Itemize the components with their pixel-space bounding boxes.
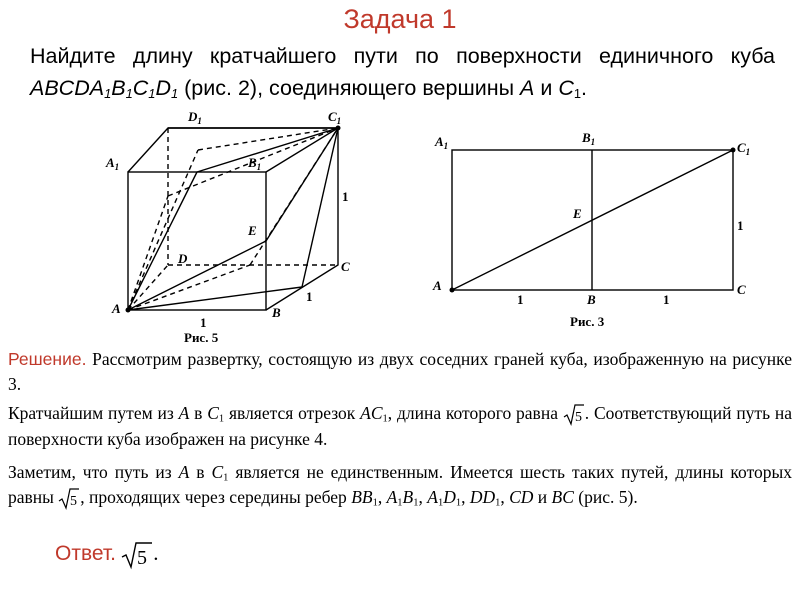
svg-text:5: 5 — [70, 493, 78, 509]
label-C: C — [737, 282, 746, 297]
figure-3-net — [425, 128, 765, 333]
label-C: C — [341, 259, 350, 274]
label-C1: $C_1$ — [328, 109, 342, 126]
label-E: E — [573, 206, 582, 221]
label-B: B — [587, 292, 596, 307]
label-B: B — [272, 305, 281, 320]
sqrt-symbol — [121, 540, 153, 570]
label-D: D — [178, 251, 188, 266]
edge-length-right: 1 — [663, 292, 670, 307]
solution-paragraph-1: Решение. Рассмотрим развертку, состоящую из двух соседних граней куба, изображенную на рисунке 3. — [8, 349, 792, 394]
problem-statement: Найдите длину кратчайшего пути по поверхности единичного куба $ABCDA_1B_1C_1D_1$ (рис. 2), соединяющего вершины A и $C_1$. — [30, 44, 775, 102]
svg-text:5: 5 — [574, 409, 582, 425]
edge-length-left: 1 — [517, 292, 524, 307]
label-C1: $C_1$ — [737, 140, 751, 157]
label-A1: $A_1$ — [106, 155, 120, 172]
label-B1: $B_1$ — [248, 155, 262, 172]
edge-length-side: 1 — [737, 218, 744, 233]
sqrt-symbol — [563, 403, 585, 427]
task-title: Задача 1 — [343, 4, 457, 34]
solution-paragraph-2: Кратчайшим путем из A в $C_1$ является отрезок $AC_1$, длина которого равна 5 . Соответствующий путь на поверхности куба изображен на рисунке 4. — [8, 403, 793, 449]
edge-length-right: 1 — [342, 189, 349, 204]
sqrt-symbol — [58, 487, 80, 511]
cube-front-face — [128, 172, 266, 310]
label-B1: $B_1$ — [582, 130, 596, 147]
answer: Ответ. 5 . — [55, 540, 159, 569]
label-A: A — [112, 301, 121, 316]
svg-text:5: 5 — [137, 547, 148, 569]
figure-3-caption: Рис. 3 — [570, 314, 605, 329]
label-E: E — [248, 223, 257, 238]
label-A1: $A_1$ — [435, 134, 449, 151]
figure-5-cube — [100, 105, 370, 345]
label-A: A — [433, 278, 442, 293]
figure-5-caption: Рис. 5 — [184, 330, 219, 345]
edge-length-side: 1 — [306, 289, 313, 304]
label-D1: $D_1$ — [188, 109, 202, 126]
solution-paragraph-3: Заметим, что путь из A в $C_1$ является не единственным. Имеется шесть таких путей, длины которых равны 5 , проходящих через середины ребер $BB_1$, $A_1B_1$, $A_1D_1$, $DD_1$, CD и BC (рис. 5). — [8, 462, 792, 509]
edge-length-bottom: 1 — [200, 315, 207, 330]
